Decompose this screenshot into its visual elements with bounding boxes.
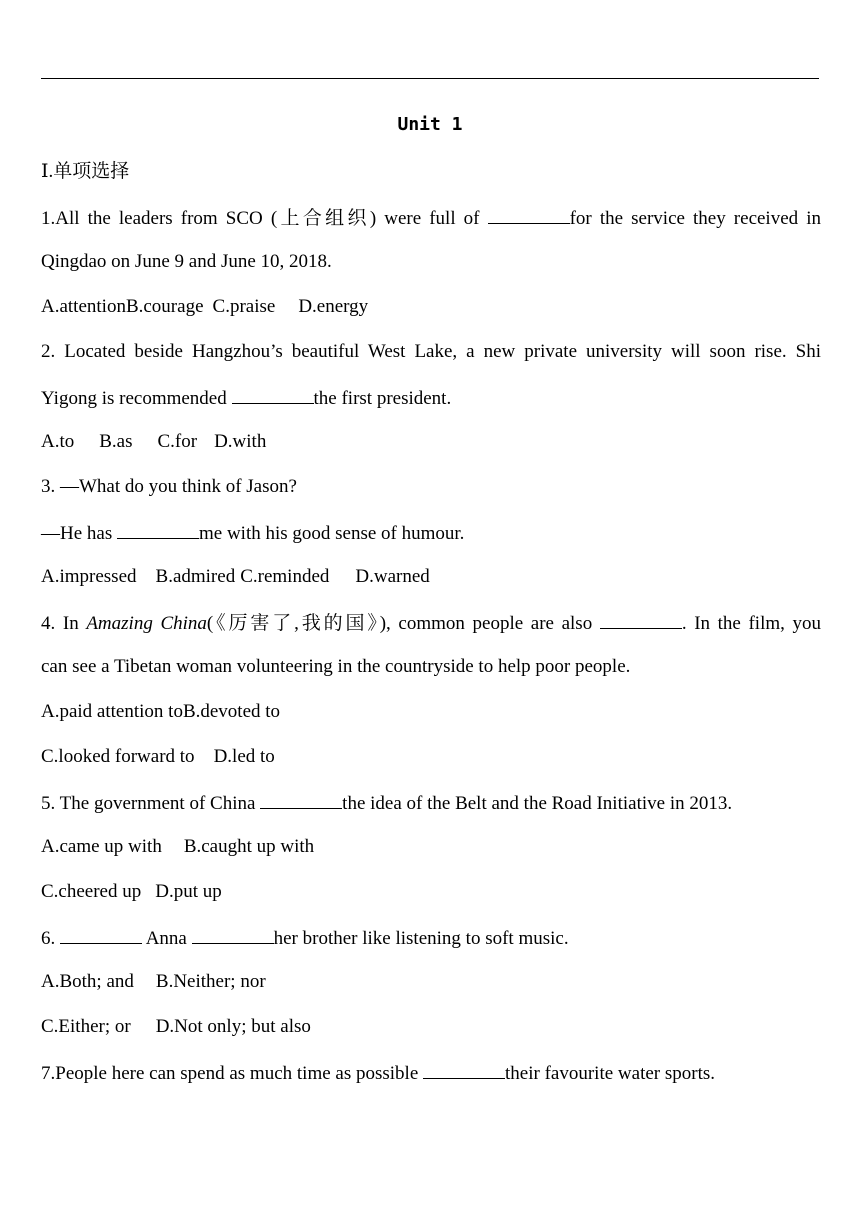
q3-line1: 3. —What do you think of Jason? [41,476,297,497]
q6-option-c: C.Either; or [41,1016,131,1037]
page-title: Unit 1 [397,114,463,135]
q5-option-b: B.caught up with [183,836,315,857]
q2-line1: 2. Located beside Hangzhou’s beautiful West Lake, a new private university will soon rise. Shi [41,341,821,362]
answer-blank [260,789,342,809]
q1-option-a: A.attention [41,296,126,317]
film-title: Amazing China [86,613,207,634]
q1-option-c: C.praise [212,296,276,317]
q3-option-a: A.impressed [41,566,137,587]
answer-blank [232,384,314,404]
q1-option-d: D.energy [298,296,369,317]
q5-options-row1 [41,834,821,860]
q3-options [41,564,821,590]
q6-options-row2 [41,1014,821,1040]
q2-option-d: D.with [214,431,267,452]
q2-option-c: C.for [157,431,198,452]
q6-line1: 6. Anna her brother like listening to soft music. [41,924,821,952]
q5-option-c: C.cheered up [41,881,142,902]
answer-blank [423,1059,505,1079]
answer-blank [488,204,570,224]
answer-blank [60,924,142,944]
q7-line1: 7.People here can spend as much time as possible their favourite water sports. [41,1059,821,1087]
q2-line2: Yigong is recommended the first president. [41,384,821,412]
q4-option-d: D.led to [213,746,275,767]
answer-blank [117,519,199,539]
q1-options [41,294,821,320]
q2-option-a: A.to [41,431,75,452]
q3-line2: —He has me with his good sense of humour. [41,519,821,547]
q2-options [41,429,821,455]
q5-options-row2 [41,879,821,905]
q1-line1: 1.All the leaders from SCO (上合组织) were full of for the service they received in [41,204,821,232]
header-rule [41,78,819,79]
q6-options-row1 [41,969,821,995]
answer-blank [600,609,682,629]
q1-option-b: B.courage [125,296,204,317]
q3-option-d: D.warned [355,566,430,587]
q3-option-c: C.reminded [240,566,330,587]
q4-option-c: C.looked forward to [41,746,195,767]
section-heading: Ⅰ.单项选择 [41,161,130,182]
q4-option-a: A.paid attention to [41,701,183,722]
answer-blank [192,924,274,944]
q6-option-b: B.Neither; nor [155,971,266,992]
q5-option-a: A.came up with [41,836,162,857]
q4-options-row1 [41,699,821,725]
q4-option-b: B.devoted to [182,701,281,722]
q2-option-b: B.as [99,431,133,452]
q4-options-row2 [41,744,821,770]
q6-option-d: D.Not only; but also [155,1016,311,1037]
q1-line2: Qingdao on June 9 and June 10, 2018. [41,251,332,272]
q4-line2: can see a Tibetan woman volunteering in the countryside to help poor people. [41,656,631,677]
q3-option-b: B.admired [155,566,236,587]
q5-line1: 5. The government of China the idea of the Belt and the Road Initiative in 2013. [41,789,821,817]
q4-line1: 4. In Amazing China(《厉害了,我的国》), common people are also . In the film, you [41,609,821,637]
q6-option-a: A.Both; and [41,971,134,992]
q5-option-d: D.put up [155,881,222,902]
